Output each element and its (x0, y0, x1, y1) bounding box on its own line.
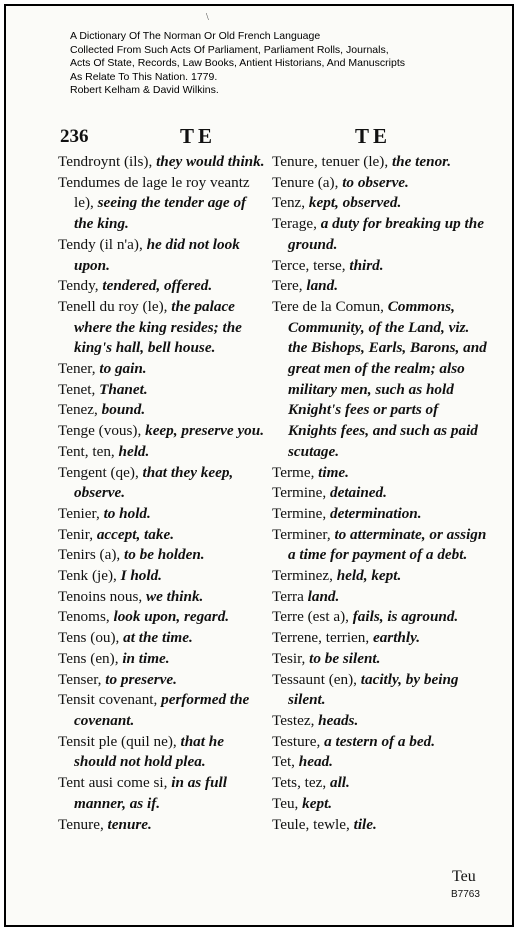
dictionary-entry (272, 483, 488, 504)
page-mark: \ (206, 12, 209, 23)
entry-definition: to observe. (342, 173, 409, 191)
dictionary-entry (272, 173, 488, 194)
entry-headword: Tenk (je), (58, 567, 121, 585)
entry-definition: Commons, Community, of the Land, viz. the Bishops, Earls, Barons, and great men of the realm; also military men, such as hold Knight's fees or parts of Knights fees, and such as paid scutage. (288, 297, 487, 460)
dictionary-entry (272, 628, 488, 649)
entry-definition: time. (318, 463, 349, 481)
entry-headword: Tengent (qe), (58, 463, 143, 481)
entry-definition: look upon, regard. (113, 608, 230, 626)
entry-headword: Tensit ple (quil ne), (58, 732, 181, 750)
dictionary-entry (58, 773, 268, 814)
entry-definition: tile. (353, 815, 377, 833)
entry-headword: Terminer, (272, 525, 335, 543)
entry-definition: head. (298, 753, 333, 771)
entry-definition: in as full manner, as if. (74, 774, 227, 812)
entry-headword: Tesir, (272, 649, 310, 667)
entry-headword: Tenure (a), (272, 173, 343, 191)
entry-definition: a duty for breaking up the ground. (288, 215, 484, 253)
entry-headword: Termine, (272, 484, 330, 502)
entry-headword: Tens (en), (58, 649, 123, 667)
dictionary-entry (272, 649, 488, 670)
dictionary-entry (58, 152, 268, 173)
entry-definition: to gain. (99, 360, 147, 378)
entry-definition: the tenor. (391, 153, 452, 170)
entry-definition: they would think. (156, 153, 265, 170)
entry-definition: accept, take. (96, 525, 174, 543)
entry-headword: Teu, (272, 794, 303, 812)
entry-headword: Tenge (vous), (58, 422, 146, 440)
entry-headword: Terminez, (272, 567, 337, 585)
entry-definition: seeing the tender age of the king. (74, 194, 247, 233)
entry-headword: Terre (est a), (272, 608, 353, 626)
entry-headword: Tere de la Comun, (272, 297, 388, 315)
dictionary-entry (272, 256, 488, 277)
dictionary-entry (58, 545, 268, 566)
entry-definition: keep, preserve you. (145, 422, 265, 440)
entry-headword: Tenure, (58, 815, 108, 833)
dictionary-entry (272, 152, 488, 173)
entry-definition: tenure. (107, 815, 152, 833)
entry-definition: to atterminate, or assign a time for payment of a debt. (288, 525, 487, 564)
dictionary-entry (58, 173, 268, 235)
entry-definition: we think. (145, 587, 204, 605)
entry-definition: a testern of a bed. (324, 732, 436, 750)
running-head-right: TE (355, 124, 392, 148)
entry-headword: Tendumes de lage le roy veantz le), (58, 173, 250, 212)
entry-definition: held. (118, 442, 150, 460)
left-column (58, 152, 268, 835)
entry-definition: performed the covenant. (74, 691, 250, 729)
entry-definition: to be holden. (124, 546, 205, 564)
entry-headword: Terme, (272, 463, 319, 481)
entry-headword: Termine, (272, 504, 330, 522)
entry-headword: Terra (272, 587, 308, 605)
dictionary-entry (58, 670, 268, 691)
dictionary-entry (272, 525, 488, 566)
entry-headword: Tessaunt (en), (272, 670, 361, 688)
document-header (70, 30, 510, 98)
entry-definition: land. (307, 587, 340, 605)
dictionary-entry (58, 442, 268, 463)
dictionary-entry (272, 794, 488, 815)
entry-headword: Tenoms, (58, 608, 114, 626)
dictionary-entry (58, 607, 268, 628)
entry-definition: kept. (302, 794, 333, 812)
entry-headword: Tenez, (58, 401, 102, 419)
dictionary-entry (272, 214, 488, 255)
dictionary-entry (58, 628, 268, 649)
right-column (272, 152, 488, 835)
entry-headword: Tener, (58, 360, 100, 378)
dictionary-entry (58, 815, 268, 836)
entry-headword: Tendroynt (ils), (58, 153, 157, 170)
entry-definition: tendered, offered. (102, 277, 213, 295)
entry-headword: Tensit covenant, (58, 691, 162, 709)
dictionary-entry (58, 525, 268, 546)
dictionary-entry (58, 649, 268, 670)
dictionary-entry (272, 670, 488, 711)
dictionary-entry (58, 566, 268, 587)
dictionary-entry (272, 587, 488, 608)
header-line: A Dictionary Of The Norman Or Old French Language (70, 30, 321, 42)
entry-definition: to be silent. (309, 649, 381, 667)
header-line: Acts Of State, Records, Law Books, Antient Historians, And Manuscripts (70, 57, 405, 69)
entry-headword: Tet, (272, 753, 299, 771)
dictionary-entry (58, 380, 268, 401)
entry-headword: Tenirs (a), (58, 546, 124, 564)
entry-headword: Tenell du roy (le), (58, 297, 172, 315)
dictionary-entry (58, 690, 268, 731)
entry-definition: the palace where the king resides; the king's hall, bell house. (74, 297, 242, 357)
dictionary-entry (272, 566, 488, 587)
header-line: Collected From Such Acts Of Parliament, Parliament Rolls, Journals, (70, 43, 389, 56)
dictionary-entry (58, 276, 268, 297)
entry-definition: to preserve. (105, 670, 177, 688)
dictionary-entry (272, 732, 488, 753)
entry-headword: Teule, tewle, (272, 815, 354, 833)
entry-definition: heads. (318, 711, 359, 729)
entry-definition: that he should not hold plea. (74, 732, 224, 771)
entry-definition: that they keep, observe. (74, 463, 234, 502)
entry-headword: Tenure, tenuer (le), (272, 153, 392, 170)
entry-definition: tacitly, by being silent. (288, 670, 459, 709)
entry-definition: Thanet. (99, 380, 148, 398)
entry-headword: Tent, ten, (58, 442, 119, 460)
entry-definition: kept, observed. (308, 194, 402, 212)
dictionary-entry (272, 276, 488, 297)
entry-headword: Tent ausi come si, (58, 774, 172, 792)
dictionary-entry (272, 752, 488, 773)
entry-definition: I hold. (120, 567, 162, 585)
dictionary-entry (58, 587, 268, 608)
entry-headword: Tens (ou), (58, 629, 124, 647)
dictionary-entry (272, 815, 488, 836)
dictionary-entry (272, 193, 488, 214)
entry-definition: to hold. (103, 504, 151, 522)
dictionary-entry (58, 235, 268, 276)
dictionary-entry (58, 421, 268, 442)
entry-definition: land. (306, 277, 339, 295)
dictionary-entry (58, 400, 268, 421)
entry-definition: held, kept. (336, 567, 402, 585)
entry-headword: Testez, (272, 711, 319, 729)
dictionary-entry (272, 607, 488, 628)
entry-headword: Tenser, (58, 670, 106, 688)
page-number: 236 (60, 126, 89, 147)
entry-headword: Tenier, (58, 504, 104, 522)
entry-definition: determination. (329, 504, 422, 522)
entry-headword: Terrene, terrien, (272, 629, 373, 647)
dictionary-entry (272, 463, 488, 484)
entry-headword: Tendy, (58, 277, 103, 295)
scan-code: B7763 (451, 889, 480, 900)
header-line: As Relate To This Nation. 1779. (70, 70, 218, 83)
page-heading (60, 124, 480, 150)
entry-headword: Tenet, (58, 380, 100, 398)
entry-headword: Tenoins nous, (58, 587, 146, 605)
entry-headword: Tets, tez, (272, 774, 330, 792)
entry-headword: Tenz, (272, 194, 309, 212)
entry-headword: Testure, (272, 732, 325, 750)
entry-definition: in time. (122, 649, 170, 667)
entry-headword: Terage, (272, 215, 321, 233)
entry-definition: at the time. (123, 629, 193, 647)
entry-headword: Terce, terse, (272, 256, 350, 274)
entry-definition: all. (329, 774, 350, 792)
dictionary-entry (58, 359, 268, 380)
header-line: Robert Kelham & David Wilkins. (70, 84, 219, 96)
dictionary-entry (58, 463, 268, 504)
entry-definition: detained. (329, 484, 387, 502)
entry-headword: Tendy (il n'a), (58, 235, 147, 253)
dictionary-entry (272, 504, 488, 525)
catchword: Teu (452, 868, 476, 885)
entry-definition: fails, is aground. (352, 608, 459, 626)
dictionary-entry (272, 711, 488, 732)
running-head-left: TE (180, 124, 217, 148)
entry-definition: earthly. (372, 629, 421, 647)
dictionary-entry (58, 297, 268, 359)
entry-headword: Tere, (272, 277, 307, 295)
dictionary-entry (272, 773, 488, 794)
entry-definition: he did not look upon. (74, 235, 240, 274)
entry-definition: third. (349, 256, 384, 274)
entry-headword: Tenir, (58, 525, 97, 543)
dictionary-entry (58, 504, 268, 525)
entry-definition: bound. (101, 401, 146, 419)
dictionary-entry (272, 297, 488, 463)
dictionary-entry (58, 732, 268, 773)
